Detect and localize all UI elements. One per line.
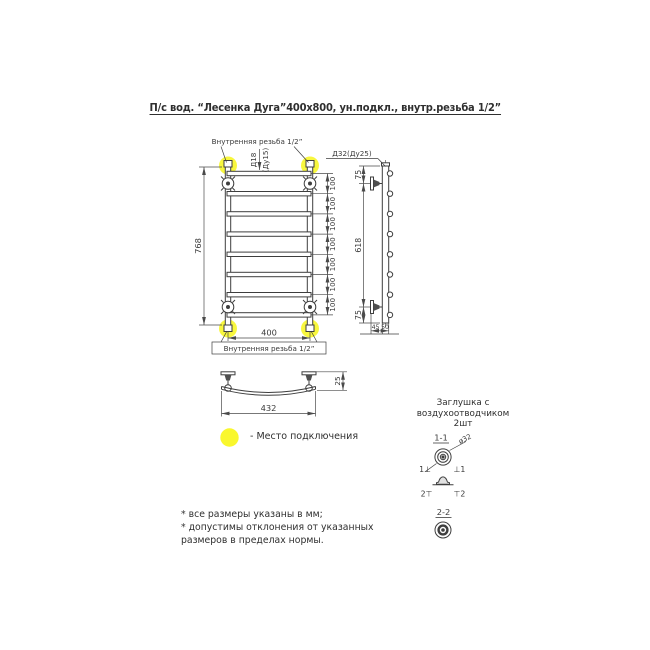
dim-width-400 [228,328,310,342]
legend-connection-marker [220,428,238,446]
dim-height-768 [193,167,222,325]
dim-text-25: 25 [333,376,342,386]
bracket-flange [221,177,235,191]
dim-chain-100 [312,174,338,315]
rung-diameter-label-1: Д18 [249,152,258,168]
note-line-2: * допустимы отклонения от указанных [181,522,374,533]
rung-diameter-label-2: (Ду15) [261,147,270,173]
plug-section-view [435,522,451,538]
dim-text-75-bottom: 75 [354,310,363,320]
section-1-1-label: 1-1 [434,432,448,443]
front-view [193,137,337,354]
dim-text-768: 768 [193,238,203,254]
cut-marker-1-left: 1⊥ [419,465,431,474]
collector-diameter-label: Д32(Ду25) [332,149,372,158]
thread-label-bottom: Внутренняя резьба 1/2” [223,343,315,353]
collector-diameter-callout [326,149,386,167]
dim-depth-45-50 [360,314,399,335]
rungs [227,171,311,317]
plug-detail [419,433,473,539]
wall-bracket-top [371,177,383,190]
thread-label-top: Внутренняя резьба 1/2” [211,137,303,146]
wall-bracket-bottom [371,301,383,314]
collectors [224,161,314,332]
dim-text-100: 100 [328,217,337,231]
dim-text-100: 100 [328,297,337,312]
arc-rung-view [221,372,347,417]
dim-text-432: 432 [260,402,277,413]
notes-block [181,508,411,547]
note-line-3: размеров в пределах нормы. [181,535,324,546]
bracket-flange [303,300,317,314]
dim-text-100: 100 [328,176,337,191]
plug-face-view [435,449,451,465]
detail-heading-line3: 2шт [453,419,473,429]
dim-text-75-top: 75 [354,169,363,180]
bracket-flange [221,300,235,314]
dim-arc-25 [317,372,348,391]
arc-rung [222,387,316,396]
plug-side-view [433,477,454,485]
plug-diameter-label: ø32 [457,432,473,446]
dim-text-45: 45 [371,324,380,331]
cut-marker-2-right: ⊤2 [453,489,466,499]
legend-label: - Место подключения [250,431,359,442]
cut-marker-1-right: ⊥1 [453,465,466,474]
detail-heading-line1: Заглушка с [436,398,490,408]
dim-text-100: 100 [328,237,337,252]
dim-chain-side [354,166,380,323]
bracket-flange [303,177,317,191]
drawing-title-text: П/с вод. “Лесенка Дуга”400х800, ун.подкл., внутр.резьба 1/2” [149,101,501,114]
collector-pipe [382,166,388,323]
detail-heading-line2: воздухоотводчиком [416,408,510,419]
section-2-2-label: 2-2 [436,507,451,517]
dim-text-400: 400 [261,327,277,338]
cut-marker-2-left: 2⊤ [420,489,433,499]
note-line-1: * все размеры указаны в мм; [181,509,323,520]
dim-text-100: 100 [328,196,337,211]
dim-text-100: 100 [328,277,337,292]
dim-text-618: 618 [354,237,363,253]
rung-diameter-callout [249,147,270,172]
dim-text-100: 100 [328,257,337,272]
dim-text-50: 50 [381,324,389,331]
